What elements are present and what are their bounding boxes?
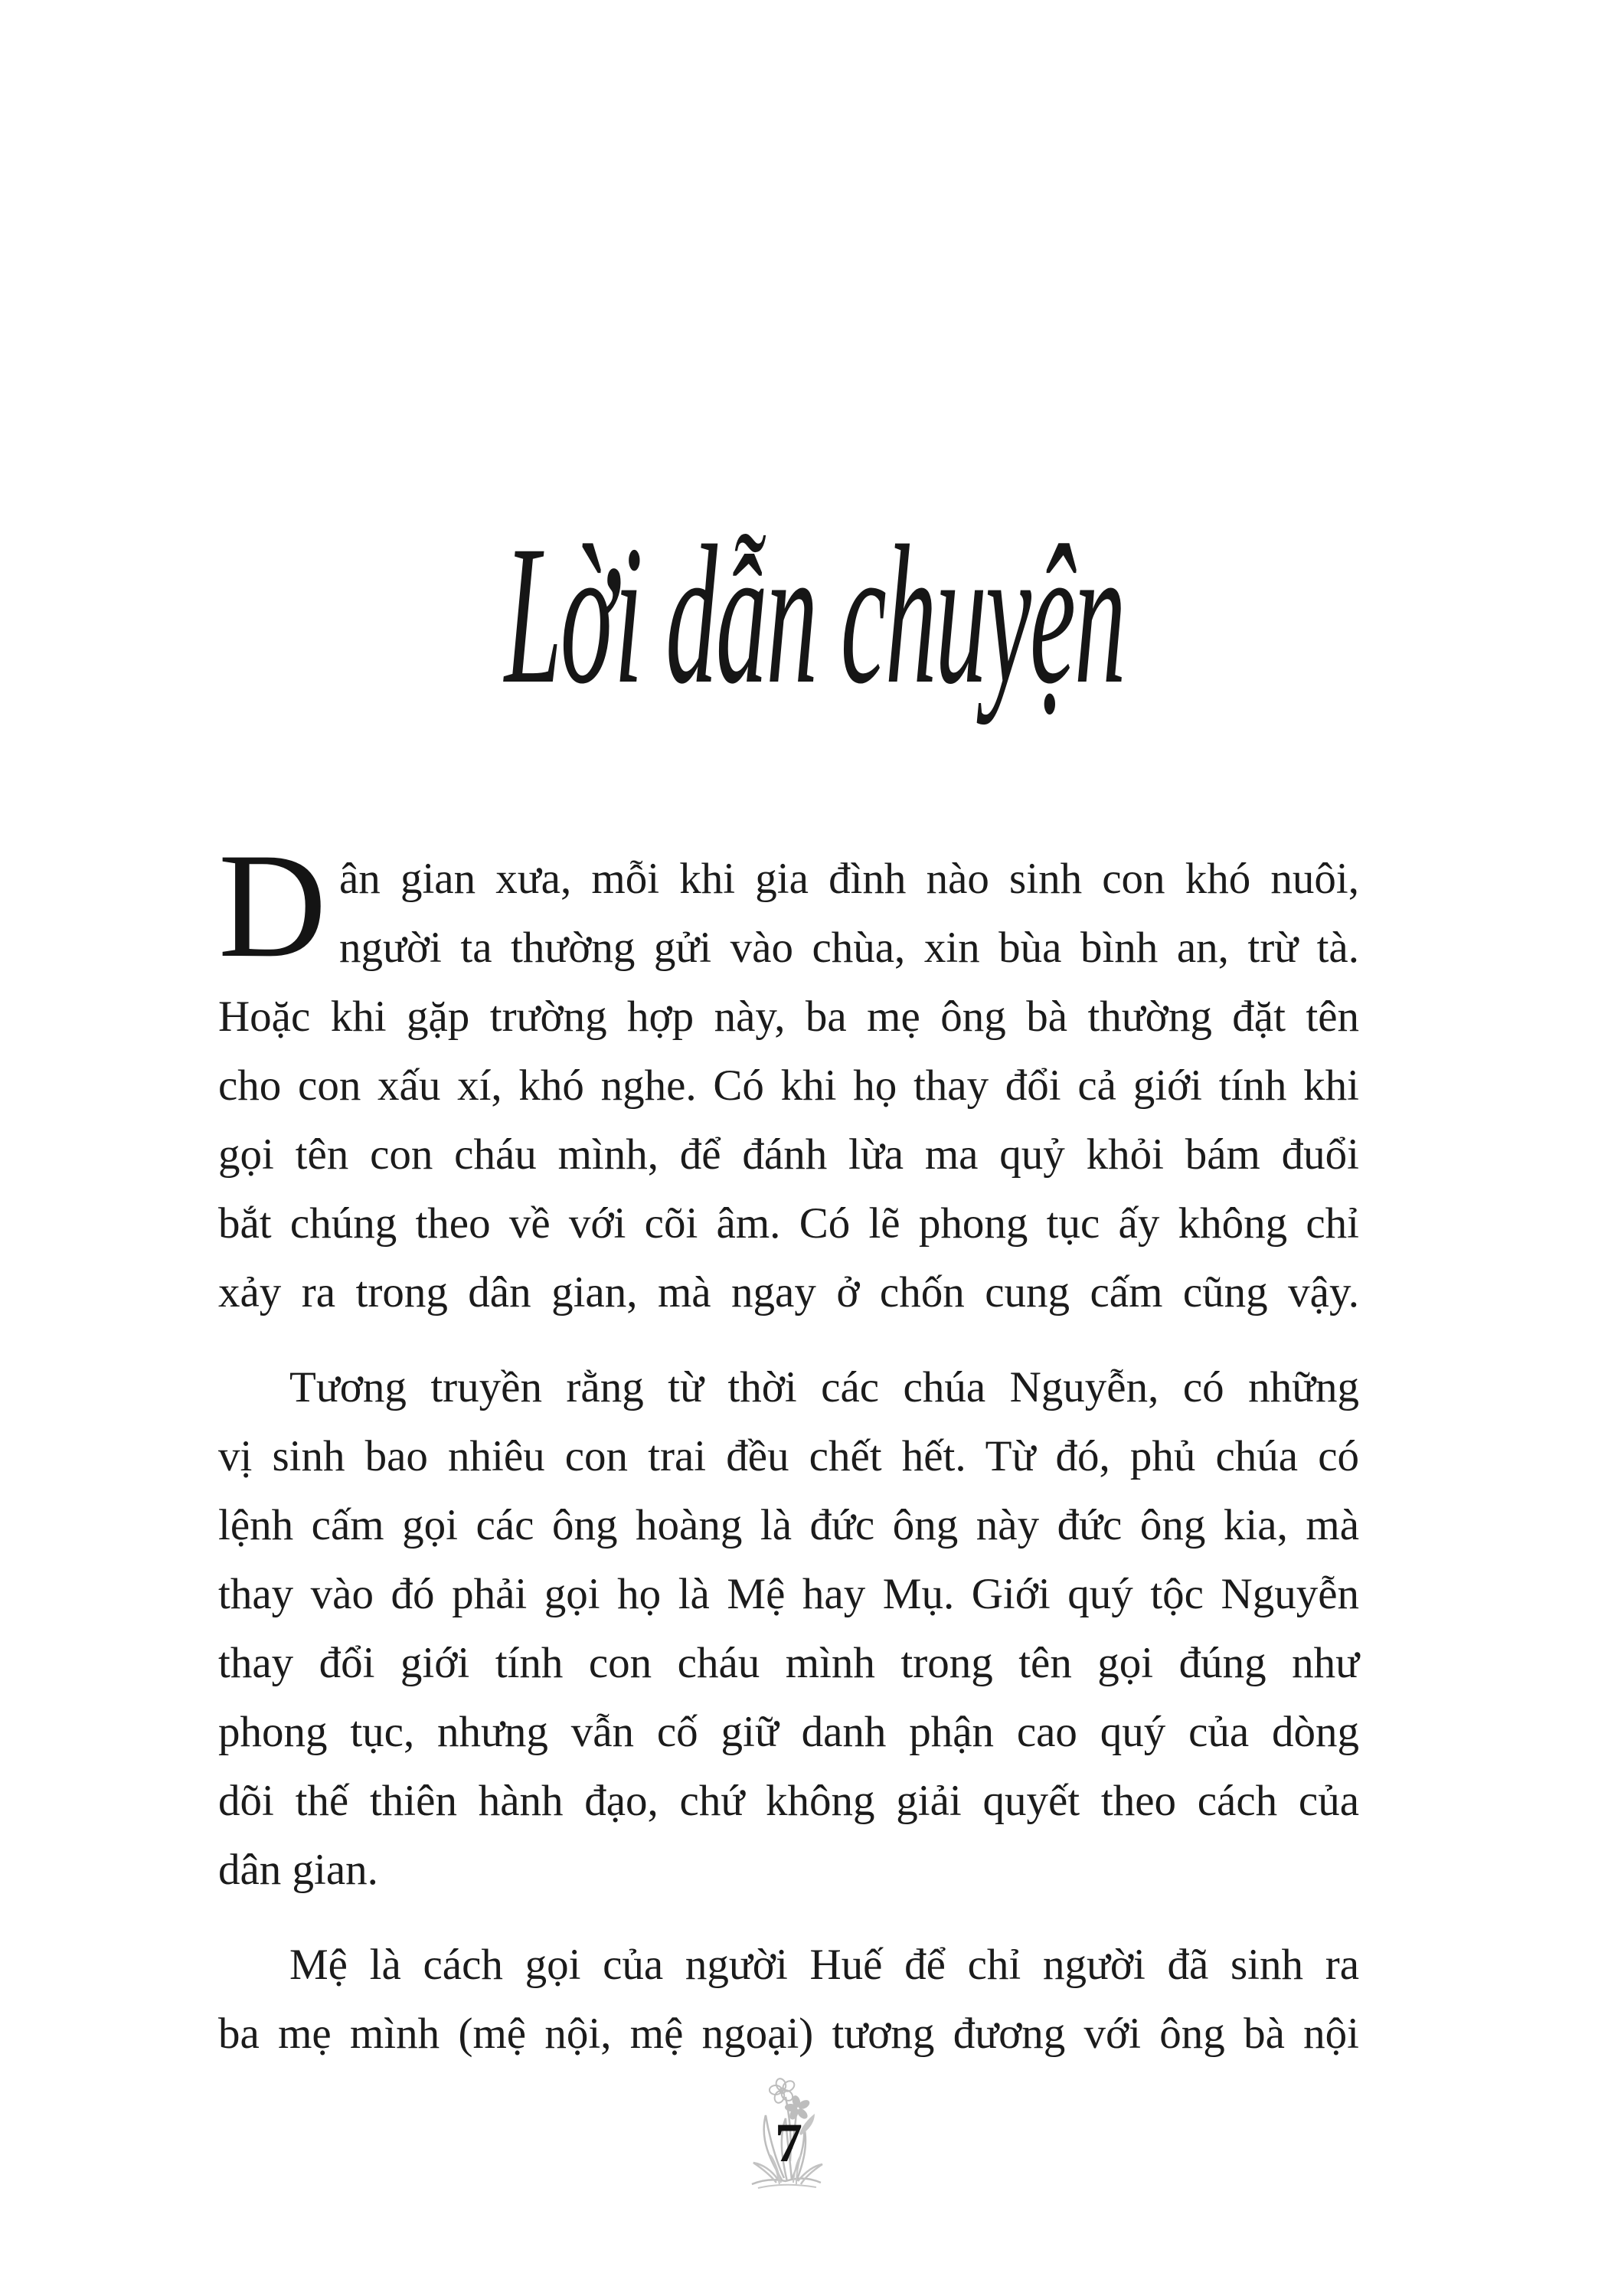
text-line: Mệ là cách gọi của người Huế để chỉ người đã sinh ra (289, 1941, 1359, 1989)
chapter-title (218, 485, 1359, 745)
paragraph (218, 1931, 1359, 2069)
text-line: Tương truyền rằng từ thời các chúa Nguyễn, có những (289, 1363, 1359, 1411)
text-line: gọi tên con cháu mình, để đánh lừa ma quỷ khỏi bám đuổi (218, 1130, 1359, 1179)
text-line: Hoặc khi gặp trường hợp này, ba mẹ ông bà thường đặt tên (218, 993, 1359, 1041)
text-line: vị sinh bao nhiêu con trai đều chết hết. Từ đó, phủ chúa có (218, 1432, 1359, 1480)
paragraph (218, 823, 1359, 1327)
chapter-title-text: Lời dẫn chuyện (504, 505, 1125, 725)
text-line: ân gian xưa, mỗi khi gia đình nào sinh con khó nuôi, (339, 855, 1359, 903)
page-footer (218, 2075, 1359, 2198)
text-line: thay vào đó phải gọi họ là Mệ hay Mụ. Giới quý tộc Nguyễn (218, 1570, 1359, 1618)
text-line: ba mẹ mình (mệ nội, mệ ngoại) tương đương với ông bà nội (218, 2010, 1359, 2058)
text-line: bắt chúng theo về với cõi âm. Có lẽ phong tục ấy không chỉ (218, 1199, 1359, 1248)
text-line: lệnh cấm gọi các ông hoàng là đức ông này đức ông kia, mà (218, 1501, 1359, 1549)
text-line: dõi thế thiên hành đạo, chứ không giải quyết theo cách của (218, 1777, 1359, 1825)
text-line: phong tục, nhưng vẫn cố giữ danh phận cao quý của dòng (218, 1708, 1359, 1756)
paragraph (218, 1353, 1359, 1905)
text-line: xảy ra trong dân gian, mà ngay ở chốn cung cấm cũng vậy. (218, 1268, 1359, 1316)
text-line: dân gian. (218, 1846, 378, 1894)
text-line: cho con xấu xí, khó nghe. Có khi họ thay đổi cả giới tính khi (218, 1061, 1359, 1110)
body-text (218, 823, 1359, 2069)
text-line: người ta thường gửi vào chùa, xin bùa bình an, trừ tà. (339, 924, 1359, 972)
page-number: 7 (775, 2112, 802, 2173)
text-line: thay đổi giới tính con cháu mình trong tên gọi đúng như (218, 1639, 1359, 1687)
drop-cap: D (218, 823, 327, 989)
